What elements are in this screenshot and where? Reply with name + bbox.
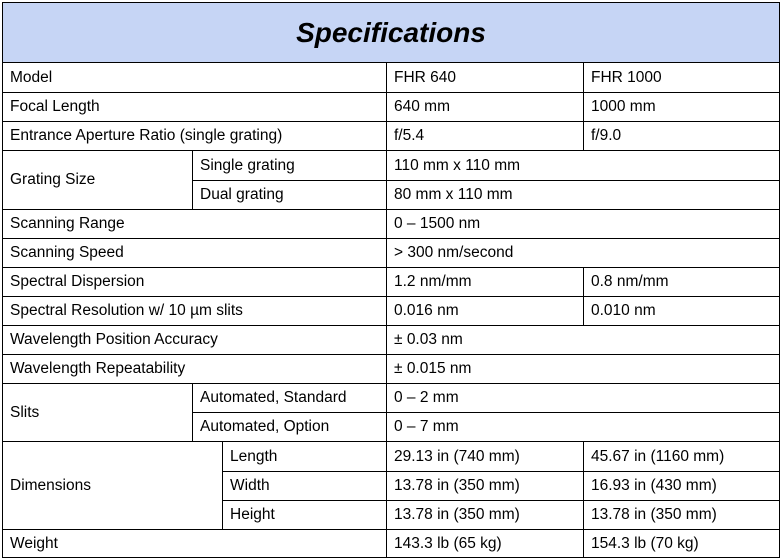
- sublabel-dual-grating: Dual grating: [200, 186, 284, 203]
- cell-position-accuracy: ± 0.03 nm: [394, 331, 463, 348]
- sublabel-slits-option: Automated, Option: [200, 418, 330, 435]
- cell-repeatability: ± 0.015 nm: [394, 360, 472, 377]
- cell-resolution-fhr1000: 0.010 nm: [591, 302, 656, 319]
- row-label-grating-size: Grating Size: [10, 171, 96, 188]
- cell-resolution-fhr640: 0.016 nm: [394, 302, 459, 319]
- sublabel-width: Width: [230, 477, 270, 494]
- row-label-focal-length: Focal Length: [10, 98, 100, 115]
- sublabel-length: Length: [230, 447, 278, 465]
- row-label-weight: Weight: [10, 534, 58, 552]
- cell-model-fhr1000: FHR 1000: [591, 68, 662, 86]
- cell-height-fhr640: 13.78 in (350 mm): [394, 506, 520, 523]
- row-label-slits: Slits: [10, 403, 40, 421]
- sublabel-height: Height: [230, 506, 275, 523]
- row-label-spectral-resolution: Spectral Resolution w/ 10 µm slits: [10, 302, 243, 319]
- row-label-position-accuracy: Wavelength Position Accuracy: [10, 331, 218, 348]
- row-label-aperture-ratio: Entrance Aperture Ratio (single grating): [10, 127, 283, 144]
- cell-weight-fhr640: 143.3 lb (65 kg): [394, 534, 502, 552]
- row-label-scanning-range: Scanning Range: [10, 215, 125, 232]
- cell-length-fhr1000: 45.67 in (1160 mm): [591, 447, 725, 465]
- cell-slits-option: 0 – 7 mm: [394, 418, 459, 435]
- cell-dual-grating: 80 mm x 110 mm: [394, 186, 513, 203]
- cell-scanning-speed: > 300 nm/second: [394, 244, 514, 261]
- cell-single-grating: 110 mm x 110 mm: [394, 156, 521, 174]
- cell-model-fhr640: FHR 640: [394, 68, 457, 86]
- sublabel-single-grating: Single grating: [200, 156, 295, 174]
- row-label-model: Model: [10, 68, 53, 86]
- cell-dispersion-fhr1000: 0.8 nm/mm: [591, 273, 669, 290]
- row-label-repeatability: Wavelength Repeatability: [10, 360, 186, 377]
- cell-aperture-fhr640: f/5.4: [394, 127, 425, 144]
- row-label-spectral-dispersion: Spectral Dispersion: [10, 273, 145, 290]
- table-title: Specifications: [3, 3, 779, 63]
- specifications-table: [2, 2, 780, 558]
- cell-length-fhr640: 29.13 in (740 mm): [394, 447, 520, 465]
- cell-dispersion-fhr640: 1.2 nm/mm: [394, 273, 472, 290]
- row-label-scanning-speed: Scanning Speed: [10, 244, 124, 261]
- row-label-dimensions: Dimensions: [10, 476, 91, 494]
- cell-scanning-range: 0 – 1500 nm: [394, 215, 481, 232]
- cell-aperture-fhr1000: f/9.0: [591, 127, 622, 144]
- cell-height-fhr1000: 13.78 in (350 mm): [591, 506, 717, 523]
- cell-focal-length-fhr1000: 1000 mm: [591, 98, 656, 115]
- cell-focal-length-fhr640: 640 mm: [394, 98, 450, 115]
- cell-weight-fhr1000: 154.3 lb (70 kg): [591, 534, 699, 552]
- cell-width-fhr640: 13.78 in (350 mm): [394, 477, 520, 494]
- sublabel-slits-standard: Automated, Standard: [200, 389, 347, 406]
- cell-width-fhr1000: 16.93 in (430 mm): [591, 477, 717, 494]
- cell-slits-standard: 0 – 2 mm: [394, 389, 459, 406]
